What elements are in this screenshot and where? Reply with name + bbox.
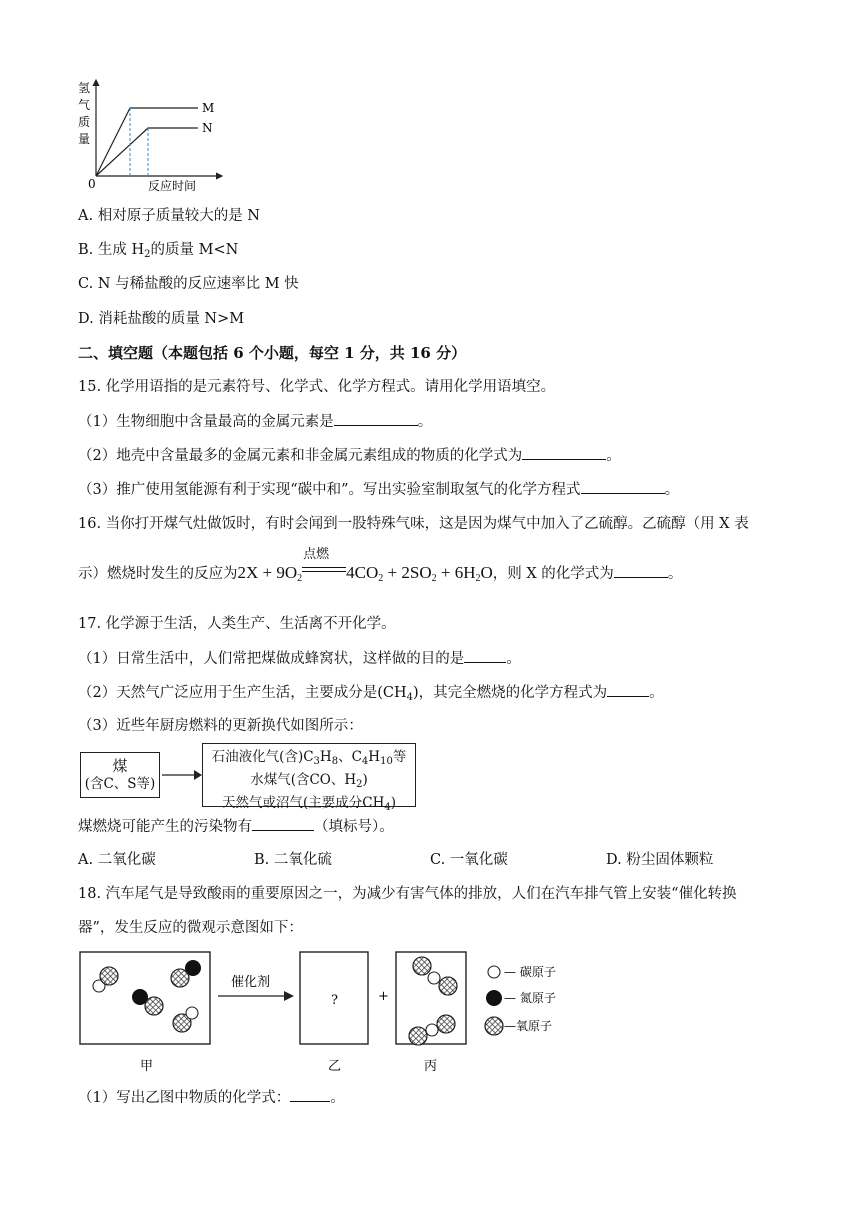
- oxygen-atom: [171, 969, 189, 987]
- q16-line2: [78, 547, 683, 589]
- reaction-arrow: [302, 547, 346, 580]
- q17-option-d: D. 粉尘固体颗粒: [606, 852, 714, 868]
- answer-blank[interactable]: [290, 1087, 330, 1102]
- q18-part1-text: （1）写出乙图中物质的化学式：: [78, 1090, 291, 1106]
- reaction-micro-diagram: [76, 948, 596, 1078]
- fuel-natural-gas-text: 天然气或沼气(主要成分CH: [221, 795, 385, 811]
- catalyst-label: 催化剂: [231, 975, 271, 990]
- label-jia: 甲: [140, 1059, 154, 1074]
- oxygen-atom: [409, 1027, 427, 1045]
- fuel-water-gas-text: 水煤气(含CO、H: [250, 772, 357, 788]
- x-label: 反应时间: [148, 179, 197, 193]
- q16-end: 。: [667, 566, 683, 582]
- answer-blank[interactable]: [607, 682, 649, 697]
- q15-part3-end: 。: [664, 482, 680, 498]
- label-yi: 乙: [328, 1059, 342, 1074]
- oxygen-atom: [145, 997, 163, 1015]
- q15-part3: [78, 479, 679, 500]
- q15-part1-end: 。: [417, 414, 433, 430]
- answer-blank[interactable]: [522, 445, 606, 460]
- reaction-condition: 点燃: [303, 547, 330, 562]
- q18-part1-end: 。: [330, 1090, 345, 1106]
- fuel-natural-gas: 天然气或沼气(主要成分$CH_4$): [221, 795, 397, 813]
- q17-option-c: C. 一氧化碳: [430, 852, 508, 868]
- q14-option-b-text: B. 生成 H: [78, 242, 145, 258]
- legend-nitrogen: — 氮原子: [504, 991, 556, 1005]
- q17-part1-text: （1）日常生活中，人们常把煤做成蜂窝状，这样做的目的是: [78, 651, 465, 667]
- y-label-1: 氢: [78, 81, 91, 95]
- q14-option-a: A. 相对原子质量较大的是 N: [78, 208, 260, 224]
- coal-box: [80, 752, 160, 798]
- origin-label: 0: [88, 177, 96, 191]
- q15-part2-end: 。: [606, 448, 621, 464]
- fuel-box: [202, 743, 416, 813]
- answer-blank[interactable]: [464, 648, 506, 663]
- q17-part2-tail: )，其完全燃烧的化学方程式为: [413, 685, 608, 701]
- q15-stem: 15. 化学用语指的是元素符号、化学式、化学方程式。请用化学用语填空。: [78, 379, 556, 395]
- legend-oxygen: —氧原子: [504, 1019, 553, 1033]
- q17-part2-text: （2）天然气广泛应用于生产生活，主要成分是(CH: [78, 685, 407, 701]
- q18-line1: 18. 汽车尾气是导致酸雨的重要原因之一，为减少有害气体的排放，人们在汽车排气管上安装“催化转换: [78, 886, 737, 902]
- answer-blank[interactable]: [614, 563, 668, 578]
- q18-part1: [78, 1087, 345, 1108]
- equation-left: $2X + 9O_2$: [237, 563, 303, 584]
- q14-option-c: C. N 与稀盐酸的反应速率比 M 快: [78, 276, 299, 292]
- q17-pollutant: [78, 816, 394, 837]
- series-m-label: M: [202, 101, 215, 115]
- legend-carbon: — 碳原子: [504, 965, 556, 979]
- equation-right-text: 4CO: [346, 563, 379, 582]
- coal-title: 煤: [112, 757, 128, 775]
- answer-blank[interactable]: [334, 411, 418, 426]
- q15-part1: [78, 411, 432, 432]
- q17-stem: 17. 化学源于生活，人类生产、生活离不开化学。: [78, 616, 396, 632]
- equation-left-text: 2X + 9O: [237, 563, 298, 582]
- carbon-atom: [186, 1007, 198, 1019]
- carbon-atom: [426, 1024, 438, 1036]
- y-label-2: 气: [78, 98, 91, 112]
- answer-blank[interactable]: [252, 816, 314, 831]
- q15-part2: [78, 445, 621, 466]
- y-label-3: 质: [78, 115, 91, 129]
- q17-part2-end: 。: [649, 685, 664, 701]
- fuel-lpg-text: 石油液化气(含)C: [211, 749, 314, 765]
- q16-line2-text: 示）燃烧时发生的反应为: [78, 566, 238, 582]
- coal-subtitle: (含C、S等): [84, 776, 156, 792]
- q17-part1-end: 。: [506, 651, 521, 667]
- q17-pollutant-text: 煤燃烧可能产生的污染物有: [78, 819, 252, 835]
- oxygen-atom: [413, 957, 431, 975]
- unknown-product: ?: [331, 993, 338, 1008]
- plus-sign: +: [378, 989, 389, 1004]
- reaction-arrow-head: [284, 991, 294, 1001]
- q16-line2-tail: ，则 X 的化学式为: [492, 566, 614, 582]
- equation-right: $4CO_2 + 2SO_2 + 6H_2O$: [346, 563, 493, 584]
- legend-carbon-icon: [488, 966, 500, 978]
- curve-n: [96, 128, 198, 176]
- hydrogen-mass-graph: [72, 76, 232, 196]
- q18-line2: 器”，发生反应的微观示意图如下：: [78, 920, 303, 936]
- q14-option-d: D. 消耗盐酸的质量 N>M: [78, 311, 245, 327]
- legend-nitrogen-icon: [486, 990, 502, 1006]
- q17-part1: [78, 648, 521, 669]
- oxygen-atom: [100, 967, 118, 985]
- fuel-water-gas: 水煤气(含CO、$H_2$): [250, 772, 368, 790]
- q14-option-b-tail: 的质量 M<N: [150, 242, 239, 258]
- label-bing: 丙: [424, 1059, 438, 1074]
- curve-m: [96, 108, 198, 176]
- q15-part2-text: （2）地壳中含量最多的金属元素和非金属元素组成的物质的化学式为: [78, 448, 523, 464]
- q17-pollutant-tail: （填标号）。: [314, 819, 394, 835]
- y-label-4: 量: [78, 132, 91, 146]
- carbon-atom: [428, 972, 440, 984]
- series-n-label: N: [202, 121, 213, 135]
- oxygen-atom: [437, 1015, 455, 1033]
- fuel-lpg-tail: 等: [392, 749, 407, 765]
- q16-line1: 16. 当你打开煤气灶做饭时，有时会闻到一股特殊气味，这是因为煤气中加入了乙硫醇。乙硫醇（用 X 表: [78, 516, 749, 532]
- fuel-lpg: 石油液化气(含)$C_3H_8$、$C_4H_{10}$等: [211, 749, 407, 767]
- q15-part1-text: （1）生物细胞中含量最高的金属元素是: [78, 414, 334, 430]
- q17-option-a: A. 二氧化碳: [78, 852, 156, 868]
- answer-blank[interactable]: [581, 479, 665, 494]
- legend-oxygen-icon-overlay: [485, 1017, 503, 1035]
- q14-option-b: B. 生成 $H_2$的质量 M<N: [78, 242, 239, 260]
- q15-part3-text: （3）推广使用氢能源有利于实现“碳中和”。写出实验室制取氢气的化学方程式: [78, 482, 581, 498]
- fuel-arrow: [162, 768, 202, 782]
- q17-part2: （2）天然气广泛应用于生产生活，主要成分是$(CH_4)$，其完全燃烧的化学方程式为 。: [78, 682, 664, 708]
- q17-option-b: B. 二氧化硫: [254, 852, 332, 868]
- oxygen-atom: [439, 977, 457, 995]
- section-heading: 二、填空题（本题包括 6 个小题，每空 1 分，共 16 分）: [78, 344, 467, 362]
- q17-part3: （3）近些年厨房燃料的更新换代如图所示：: [78, 718, 363, 734]
